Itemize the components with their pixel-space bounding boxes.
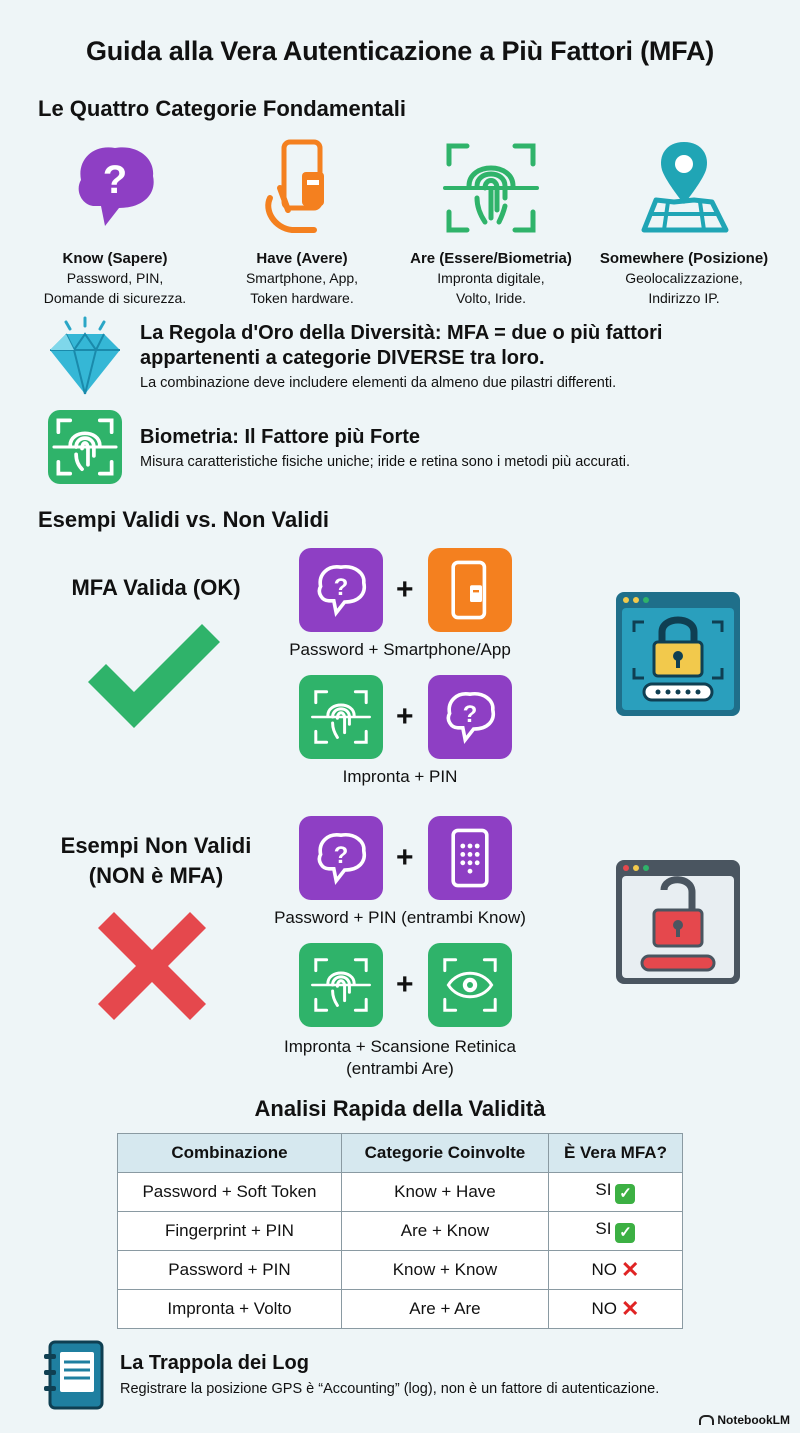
table-row <box>118 1290 683 1329</box>
table-cell: Impronta + Volto <box>118 1290 342 1329</box>
table-cell: Password + Soft Token <box>118 1173 342 1212</box>
biometric-badge <box>48 410 122 484</box>
fingerprint-icon <box>48 410 122 484</box>
category-know-desc1: Password, PIN, <box>66 270 164 286</box>
tile-know <box>428 675 512 759</box>
map-pin-icon <box>634 138 734 238</box>
verdict-text: NO <box>591 1299 617 1318</box>
category-know-desc2: Domande di sicurezza. <box>43 290 187 306</box>
category-are-desc2: Volto, Iride. <box>455 290 527 306</box>
fingerprint-icon <box>311 687 371 747</box>
category-have-desc1: Smartphone, App, <box>245 270 359 286</box>
category-somewhere-title: Somewhere (Posizione) <box>599 250 769 267</box>
category-somewhere <box>584 138 784 307</box>
biometric-info <box>140 425 780 470</box>
category-have-desc2: Token hardware. <box>250 290 354 306</box>
category-somewhere-desc1: Geolocalizzazione, <box>625 270 743 286</box>
table-cell-verdict <box>548 1173 682 1212</box>
section-title-table: Analisi Rapida della Validità <box>254 1096 546 1121</box>
invalid-example-2-caption <box>230 1036 570 1080</box>
table-header-row <box>118 1134 683 1173</box>
golden-rule <box>140 321 780 391</box>
category-have-title: Have (Avere) <box>256 250 348 267</box>
fingerprint-scan-icon <box>441 138 541 238</box>
verdict-text: SI <box>595 1180 612 1199</box>
unlocked-padlock-icon <box>614 858 742 986</box>
invalid-label-line2: (NON è MFA) <box>88 863 224 888</box>
table-cell: Know + Know <box>341 1251 548 1290</box>
phone-in-hand-icon <box>252 138 352 238</box>
notebooklm-logo-icon <box>699 1415 714 1425</box>
checkmark-icon <box>78 620 228 732</box>
verdict-text: NO <box>591 1260 617 1279</box>
category-have <box>202 138 402 307</box>
table-cell: Password + PIN <box>118 1251 342 1290</box>
table-row <box>118 1212 683 1251</box>
invalid-example-2-line2: (entrambi Are) <box>346 1059 454 1078</box>
category-know <box>15 138 215 307</box>
log-trap <box>120 1352 790 1397</box>
table-header: Combinazione <box>118 1134 342 1173</box>
check-icon: ✓ <box>615 1184 635 1204</box>
tile-are <box>299 675 383 759</box>
log-trap-title: La Trappola dei Log <box>120 1352 309 1374</box>
tile-know <box>299 548 383 632</box>
table-cell: Fingerprint + PIN <box>118 1212 342 1251</box>
keypad-phone-icon <box>440 828 500 888</box>
biometric-desc: Misura caratteristiche fisiche uniche; iride e retina sono i metodi più accurati. <box>140 454 631 470</box>
plus-sign: + <box>396 700 414 733</box>
diamond-icon <box>44 316 126 398</box>
tile-have <box>428 548 512 632</box>
golden-rule-title-line2: appartenenti a categorie DIVERSE tra loro. <box>140 347 545 369</box>
validity-table <box>117 1133 683 1329</box>
table-cell-verdict <box>548 1290 682 1329</box>
cross-mark-icon: ✕ <box>620 1257 640 1282</box>
brain-question-icon <box>311 828 371 888</box>
verdict-text: SI <box>595 1219 612 1238</box>
invalid-example-2-line1: Impronta + Scansione Retinica <box>284 1037 516 1056</box>
svg-text:?: ? <box>102 158 128 202</box>
table-cell: Know + Have <box>341 1173 548 1212</box>
table-header: Categorie Coinvolte <box>341 1134 548 1173</box>
biometric-title: Biometria: Il Fattore più Forte <box>140 426 421 448</box>
smartphone-icon <box>440 560 500 620</box>
valid-label: MFA Valida (OK) <box>71 575 241 600</box>
table-row <box>118 1173 683 1212</box>
page-title: Guida alla Vera Autenticazione a Più Fattori (MFA) <box>85 36 715 66</box>
golden-rule-desc: La combinazione deve includere elementi da almeno due pilastri differenti. <box>140 375 617 391</box>
svg-text:?: ? <box>333 841 349 869</box>
table-cell: Are + Are <box>341 1290 548 1329</box>
category-are <box>391 138 591 307</box>
svg-text:?: ? <box>333 573 349 601</box>
brain-question-icon <box>440 687 500 747</box>
locked-padlock-icon <box>614 590 742 718</box>
brand-name: NotebookLM <box>717 1413 790 1427</box>
tile-are <box>299 943 383 1027</box>
valid-example-1-caption: Password + Smartphone/App <box>289 640 511 659</box>
plus-sign: + <box>396 968 414 1001</box>
invalid-example-1-caption: Password + PIN (entrambi Know) <box>274 908 526 927</box>
brain-question-icon <box>311 560 371 620</box>
tile-know <box>299 816 383 900</box>
category-are-desc1: Impronta digitale, <box>437 270 545 286</box>
logbook-icon <box>42 1340 106 1412</box>
table-cell-verdict <box>548 1251 682 1290</box>
cross-mark-icon: ✕ <box>620 1296 640 1321</box>
category-somewhere-desc2: Indirizzo IP. <box>648 290 720 306</box>
log-trap-desc: Registrare la posizione GPS è “Accounting” (log), non è un fattore di autenticazione. <box>120 1381 660 1397</box>
section-title-categories: Le Quattro Categorie Fondamentali <box>38 96 406 121</box>
invalid-label <box>36 831 276 891</box>
golden-rule-title-line1: La Regola d'Oro della Diversità: MFA = due o più fattori <box>140 322 663 344</box>
table-cell: Are + Know <box>341 1212 548 1251</box>
svg-text:?: ? <box>462 700 478 728</box>
tile-retina <box>428 943 512 1027</box>
brain-question-icon <box>65 138 165 238</box>
table-header: È Vera MFA? <box>548 1134 682 1173</box>
check-icon: ✓ <box>615 1223 635 1243</box>
cross-icon <box>92 906 212 1026</box>
plus-sign: + <box>396 573 414 606</box>
valid-example-2-caption: Impronta + PIN <box>342 767 458 786</box>
category-are-title: Are (Essere/Biometria) <box>410 250 572 267</box>
category-know-title: Know (Sapere) <box>62 250 168 267</box>
section-title-examples: Esempi Validi vs. Non Validi <box>38 507 329 532</box>
invalid-label-line1: Esempi Non Validi <box>60 833 252 858</box>
fingerprint-icon <box>311 955 371 1015</box>
tile-pin <box>428 816 512 900</box>
table-cell-verdict <box>548 1212 682 1251</box>
brand-watermark <box>699 1413 790 1427</box>
eye-scan-icon <box>440 955 500 1015</box>
plus-sign: + <box>396 841 414 874</box>
table-row <box>118 1251 683 1290</box>
